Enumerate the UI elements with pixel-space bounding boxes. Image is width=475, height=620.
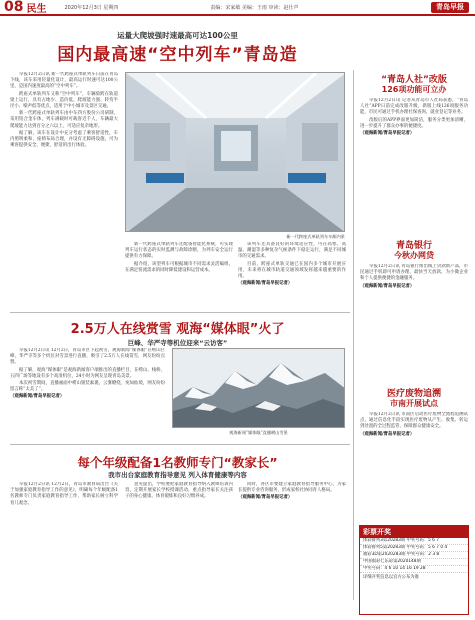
train-interior-photo bbox=[125, 72, 345, 232]
sidebar2-subtitle: 今秋办网贷 bbox=[394, 251, 434, 260]
paragraph: 同时，各区市要建立家庭教育指导服务中心，为家长提供专业咨询服务，形成家校社协同育人格局。 bbox=[238, 482, 346, 494]
lottery-row: 福彩3D第2020283期 中奖号码：2 3 8 bbox=[360, 552, 468, 559]
photo-caption: 新一代跨座式单轨列车车厢内景 bbox=[286, 234, 345, 239]
lottery-row: 中奖号码：4 6 10 14 16 19 28 bbox=[360, 566, 468, 573]
sidebar2-body bbox=[360, 264, 468, 380]
sidebar3-subtitle: 市南开展试点 bbox=[390, 399, 438, 408]
main-story-title: 国内最高速“空中列车”青岛造 bbox=[57, 45, 298, 65]
story3-column-3 bbox=[238, 482, 346, 614]
article-credit: （观海新闻/青岛早报记者） bbox=[238, 281, 293, 287]
paragraph: 新一代跨座式单轨列车还配备智能化系统，可实现列车运行状态的实时监测与故障诊断，为列车安全运行提供有力保障。 bbox=[125, 242, 233, 260]
main-story-kicker: 运量大爬坡强时速最高可达100公里 bbox=[117, 31, 238, 40]
snow-mountain-photo bbox=[172, 348, 345, 428]
story3-subtitle: 我市出台家庭教育指导意见 列入体育健康等内容 bbox=[108, 471, 247, 479]
article-credit: （观海新闻/青岛早报记者） bbox=[360, 131, 415, 137]
paragraph: 目前，跨座式单轨交通已在国内多个城市开展应用，未来将在城市轨道交通领域发挥越来越重要的作用。 bbox=[238, 261, 346, 280]
paragraph: 据了解，观海“媒体眼”是观海新闻客户端推出的直播栏目，在崂山、栈桥、五四广场等地设有多个高清机位，24小时为网友呈现青岛美景。 bbox=[10, 367, 165, 379]
story2-body bbox=[10, 348, 165, 440]
sidebar1-title: “青岛人社”改版 bbox=[381, 75, 447, 85]
section-divider bbox=[10, 312, 350, 313]
section-divider bbox=[10, 444, 350, 445]
sidebar3-title: 医疗废物追溯 bbox=[386, 389, 441, 399]
paragraph: 改版后的APP界面更加简洁，服务分类更加清晰，进一步提升了群众办事的便捷度。 bbox=[360, 117, 468, 129]
newspaper-logo: 青岛早报 bbox=[431, 2, 469, 13]
page-number: 08 bbox=[4, 0, 24, 15]
main-story-column-2 bbox=[125, 242, 233, 308]
lottery-row: 体彩排列3第20283期 中奖号码：5 6 7 bbox=[360, 538, 468, 545]
lottery-title: 彩票开奖 bbox=[360, 526, 468, 538]
editor-credits: 责编：宋家敏 美编：王雨 审读：赵仕声 bbox=[210, 4, 299, 11]
sidebar1-subtitle: 126项功能可立办 bbox=[381, 85, 447, 94]
paragraph: 早报12月2日讯 市南区启动医疗废物全流程追溯试点，通过信息化手段实现医疗废物从产生、收集、转运到处置的全过程监管，保障群众健康安全。 bbox=[360, 412, 468, 430]
article-credit: （观海新闻/青岛早报记者） bbox=[360, 283, 415, 289]
paragraph: 新一代跨座式单轨列车由中车四方股份公司研制，采用铝合金车体，列车满载时可载客近千人，车辆最大爬坡能力达到百分之六以上，可适应复杂地形。 bbox=[10, 111, 118, 129]
lottery-row: 中国福彩七乐彩第2020148期 bbox=[360, 559, 468, 566]
paragraph: 早报12月2日讯 记者从青岛市人社局获悉，“青岛人社”APP日前完成改版升级，新版上线126项服务功能，市民可通过手机办理社保查询、就业登记等业务。 bbox=[360, 98, 468, 116]
article-credit: （观海新闻/青岛早报记者） bbox=[10, 394, 65, 400]
paragraph: 早报12月2日讯 新一代跨座式单轨列车日前在青岛下线，该车采用轻量化设计，最高运行时速可达100公里，是国内速度最高的“空中列车”。 bbox=[10, 72, 118, 90]
article-credit: （观海新闻/青岛早报记者） bbox=[238, 495, 293, 501]
paragraph: 本次初雪期间，直播画面中崂山银装素裹，云雾缭绕，宛如仙境，网友纷纷留言称“太美了”。 bbox=[10, 381, 165, 393]
story2-title: 2.5万人在线赏雪 观海“媒体眼”火了 bbox=[70, 322, 285, 337]
paragraph: 该列车还具备良好的环境适应性，可在高寒、高温、潮湿等多种复杂气候条件下稳定运行，满足不同城市的交通需求。 bbox=[238, 242, 346, 260]
column-divider bbox=[353, 70, 354, 600]
paragraph: 意见提出，学校要把家庭教育指导纳入教师培训内容，定期开展家长学校授课活动，重点指导家长关注孩子的身心健康、体育锻炼和良好习惯养成。 bbox=[125, 482, 233, 500]
paragraph: 据了解，该车在设计中充分考虑了乘客舒适性，车内照明柔和，座椅布局合理，并设有无障碍设施，可为乘客提供安全、便捷、舒适的出行体验。 bbox=[10, 130, 118, 149]
page-header bbox=[0, 0, 475, 16]
sidebar1-body bbox=[360, 98, 468, 232]
lottery-row: 体彩排列5第20283期 中奖号码：5 6 7 0 4 bbox=[360, 545, 468, 552]
section-name: 民生 bbox=[26, 3, 47, 15]
article-credit: （观海新闻/青岛早报记者） bbox=[360, 431, 415, 437]
sidebar2-title: 青岛银行 bbox=[395, 241, 432, 251]
paragraph: 跨座式单轨列车又称“空中列车”，车辆骑跨在轨道梁上运行，具有占地少、造价低、爬坡能力强、转弯半径小、噪声低等优点，适用于中小城市及景区交通。 bbox=[10, 91, 118, 110]
paragraph: 早报12月2日讯 12月2日，青岛市教育局出台《关于加强家庭教育指导工作的意见》，明确每个年级配备1名教师专门负责家庭教育指导工作，帮助家长树立科学育儿观念。 bbox=[10, 482, 118, 506]
paragraph: 早报12月2日讯 青岛银行推出线上贷款新产品，市民通过手机即可申请办理，最快当天放款，为小微企业和个人提供便捷的金融服务。 bbox=[360, 264, 468, 282]
issue-date: 2020年12月3日 星期四 bbox=[64, 4, 119, 11]
story3-column-2 bbox=[125, 482, 233, 614]
main-story-column-3 bbox=[238, 242, 346, 308]
main-story-column-1 bbox=[10, 72, 118, 308]
sidebar3-body bbox=[360, 412, 468, 520]
story3-column-1 bbox=[10, 482, 118, 614]
lottery-results-box bbox=[359, 525, 469, 615]
story3-title: 每个年级配备1名教师专门“教家长” bbox=[77, 455, 278, 470]
paragraph: 据介绍，该型列车可根据城市不同需求灵活编组，在满足客流需求的同时降低建设和运营成本。 bbox=[125, 261, 233, 273]
paragraph: 早报12月2日讯 12月2日，青岛市区下起初雪，观海新闻“媒体眼”在崂山巨峰、华严寺等多个机位对雪景进行直播，吸引了2.5万人在线赏雪，网友纷纷点赞。 bbox=[10, 348, 165, 366]
story2-subtitle: 巨峰、华严寺等机位迎来“云访客” bbox=[127, 339, 228, 347]
lottery-footer: 详细开奖信息以官方公布为准 bbox=[363, 575, 419, 580]
photo-caption: 观海新闻“媒体眼”直播崂山雪景 bbox=[229, 430, 288, 435]
